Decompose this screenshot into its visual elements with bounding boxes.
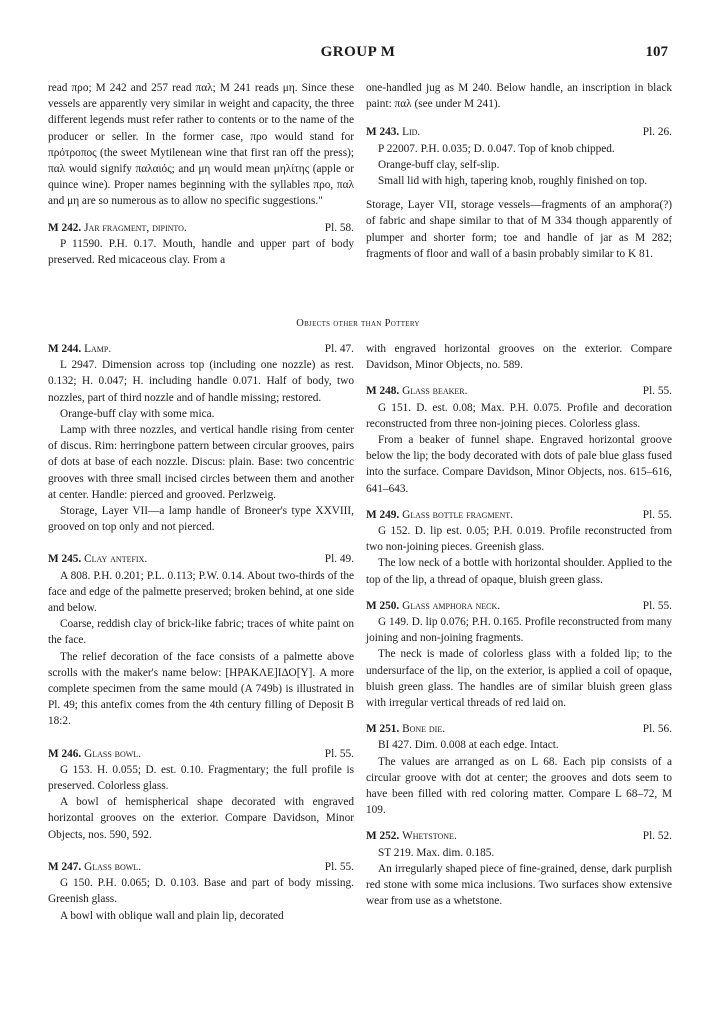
page-header xyxy=(48,44,668,66)
entry-text: G 149. D. lip 0.076; P.H. 0.165. Profile reconstructed from many joining and non-joining fragments. xyxy=(366,616,672,645)
entry-title: Lamp. xyxy=(84,343,112,355)
continued-paragraph: one-handled jug as M 240. Below handle, an inscription in black paint: παλ (see under M 241). xyxy=(366,82,672,111)
entry-heading-m249 xyxy=(366,507,672,523)
entry-text: P 11590. P.H. 0.17. Mouth, handle and upper part of body preserved. Red micaceous clay. From a xyxy=(48,237,354,267)
entry-title: Jar fragment, dipinto. xyxy=(84,221,187,234)
entry-number: M 250. xyxy=(366,599,400,612)
entry-text: The neck is made of colorless glass with a folded lip; to the undersurface of the lip, on the exterior, is applied a coil of opaque, bluish green glass. The handles are of similar bluish green glass with irregular vertical threads of red laid on. xyxy=(366,648,672,710)
entry-text: G 153. H. 0.055; D. est. 0.10. Fragmentary; the full profile is preserved. Colorless glass. xyxy=(48,763,354,793)
section-heading: Objects other than Pottery xyxy=(296,318,420,329)
entry-heading-m242 xyxy=(48,220,354,236)
entry-number: M 252. xyxy=(366,830,400,843)
entry-title: Whetstone. xyxy=(402,830,457,843)
entry-heading-m247 xyxy=(48,859,354,875)
entry-title: Glass amphora neck. xyxy=(402,599,501,612)
entry-text: From a beaker of funnel shape. Engraved horizontal groove below the lip; the body decorated with dots of pale blue glass fused into the surface. Compare Davidson, Minor Objects, nos. 615–616, 641–643. xyxy=(366,434,672,495)
entry-text: A 808. P.H. 0.201; P.L. 0.113; P.W. 0.14. About two-thirds of the face and edge of the palmette preserved; broken behind, at one side and below. xyxy=(48,569,354,615)
entry-text: An irregularly shaped piece of fine-grained, dense, dark purplish red stone with some mica inclusions. Two surfaces show extensive wear from use as a whetstone. xyxy=(366,862,672,908)
continued-paragraph: with engraved horizontal grooves on the exterior. Compare Davidson, Minor Objects, no. 589. xyxy=(366,343,672,372)
entry-heading-m248 xyxy=(366,383,672,399)
entry-text: Orange-buff clay with some mica. xyxy=(60,407,215,420)
top-right-column xyxy=(366,80,672,262)
entry-number: M 244. xyxy=(48,343,82,355)
bottom-right-column xyxy=(366,341,672,910)
entry-title: Glass bottle fragment. xyxy=(402,508,513,521)
entry-heading-m245 xyxy=(48,551,354,567)
entry-text: A bowl with oblique wall and plain lip, decorated xyxy=(60,909,284,922)
entry-number: M 249. xyxy=(366,508,400,521)
entry-heading-m250 xyxy=(366,598,672,614)
entry-heading-m246 xyxy=(48,746,354,762)
entry-text: G 152. D. lip est. 0.05; P.H. 0.019. Profile reconstructed from two non-joining pieces. Greenish glass. xyxy=(366,525,672,554)
entry-heading-m243 xyxy=(366,124,672,140)
entry-number: M 248. xyxy=(366,385,400,398)
entry-text: Coarse, reddish clay of brick-like fabric; traces of white paint on the face. xyxy=(48,618,354,647)
plate-ref: Pl. 55. xyxy=(642,599,672,612)
entry-heading-m252 xyxy=(366,828,672,844)
entry-number: M 251. xyxy=(366,723,400,736)
entry-text: Lamp with three nozzles, and vertical handle rising from center of discus. Rim: herringbone pattern between circular grooves, pairs of dots at base of each nozzle. Discus: plain. Base: two concentric grooves with three small incised circles between them and another at center. Handle: pierced and grooved. Perlzweig. xyxy=(48,424,354,501)
page-number: 107 xyxy=(645,44,668,60)
entry-title: Glass bowl. xyxy=(84,860,142,873)
entry-text: The values are arranged as on L 68. Each pip consists of a circular groove with dot at center; the grooves and dots seem to have been filled with red coloring matter. Compare L 68–72, M 109. xyxy=(366,755,672,817)
entry-text: Storage, Layer VII—a lamp handle of Broneer's type XXVIII, grooved on top only and not pierced. xyxy=(48,505,354,534)
entry-title: Glass bowl. xyxy=(84,747,142,760)
bottom-left-column xyxy=(48,341,354,924)
storage-note: Storage, Layer VII, storage vessels—fragments of an amphora(?) of fabric and shape similar to that of M 334 though apparently of plumper and shorter form; toe and handle of jar as M 282; fragments of floor and wall of a basin probably similar to K 81. xyxy=(366,199,672,260)
top-left-column xyxy=(48,80,354,268)
entry-text: The low neck of a bottle with horizontal shoulder. Applied to the top of the lip, a thread of opaque, bluish green glass. xyxy=(366,557,672,586)
entry-title: Clay antefix. xyxy=(84,553,148,566)
entry-number: M 243. xyxy=(366,126,400,139)
entry-text: Orange-buff clay, self-slip. xyxy=(378,158,500,171)
continued-paragraph: read προ; M 242 and 257 read παλ; M 241 reads μη. Since these vessels are apparently very similar in weight and capacity, the three different legends must refer rather to contents or to the name of the producer or seller. In the former case, προ would stand for πρότροπος (the sweet Mytilenean wine that first ran off the press); παλ would signify παλαιός; and μη would mean μηλίτης (apple or quince wine). Proper names beginning with the syllables προ, παλ and μη are so numerous as to allow no specific suggestions." xyxy=(48,82,354,208)
entry-heading-m244 xyxy=(48,341,354,357)
entry-text: A bowl of hemispherical shape decorated with engraved horizontal grooves on the exterior. Compare Davidson, Minor Objects, nos. 590, 592. xyxy=(48,796,354,841)
entry-text: The relief decoration of the face consists of a palmette above scrolls with the maker's name below: [ΗΡΑΚΛΕ]ΙΔΟ[Υ]. A more complete specimen from the same mould (A 749b) is illustrated in Pl. 49; this antefix comes from the 4th century filling of Deposit B 18:2. xyxy=(48,650,354,728)
plate-ref: Pl. 55. xyxy=(642,385,672,398)
plate-ref: Pl. 55. xyxy=(324,860,354,873)
entry-text: P 22007. P.H. 0.035; D. 0.047. Top of knob chipped. xyxy=(378,142,615,155)
plate-ref: Pl. 55. xyxy=(642,508,672,521)
entry-text: G 151. D. est. 0.08; Max. P.H. 0.075. Profile and decoration reconstructed from three non-joining pieces. Colorless glass. xyxy=(366,401,672,430)
entry-text: G 150. P.H. 0.065; D. 0.103. Base and part of body missing. Greenish glass. xyxy=(48,877,354,906)
entry-title: Glass beaker. xyxy=(402,385,468,398)
entry-text: L 2947. Dimension across top (including one nozzle) as rest. 0.132; H. 0.047; H. including handle 0.071. Half of body, two nozzles, part of third nozzle and of handle missing; restored. xyxy=(48,359,354,404)
plate-ref: Pl. 52. xyxy=(642,830,672,843)
plate-ref: Pl. 58. xyxy=(324,221,354,234)
plate-ref: Pl. 56. xyxy=(642,723,672,736)
running-head: GROUP M xyxy=(320,44,396,60)
entry-text: Small lid with high, tapering knob, roughly finished on top. xyxy=(378,175,648,188)
entry-number: M 245. xyxy=(48,553,82,566)
plate-ref: Pl. 26. xyxy=(642,126,672,139)
plate-ref: Pl. 55. xyxy=(324,747,354,760)
entry-number: M 246. xyxy=(48,747,82,760)
entry-title: Lid. xyxy=(402,126,421,139)
entry-number: M 247. xyxy=(48,860,82,873)
entry-title: Bone die. xyxy=(402,723,446,736)
plate-ref: Pl. 49. xyxy=(324,553,354,566)
entry-heading-m251 xyxy=(366,721,672,737)
plate-ref: Pl. 47. xyxy=(324,343,354,355)
entry-number: M 242. xyxy=(48,221,82,234)
entry-text: BI 427. Dim. 0.008 at each edge. Intact. xyxy=(378,739,559,752)
entry-text: ST 219. Max. dim. 0.185. xyxy=(378,846,495,859)
